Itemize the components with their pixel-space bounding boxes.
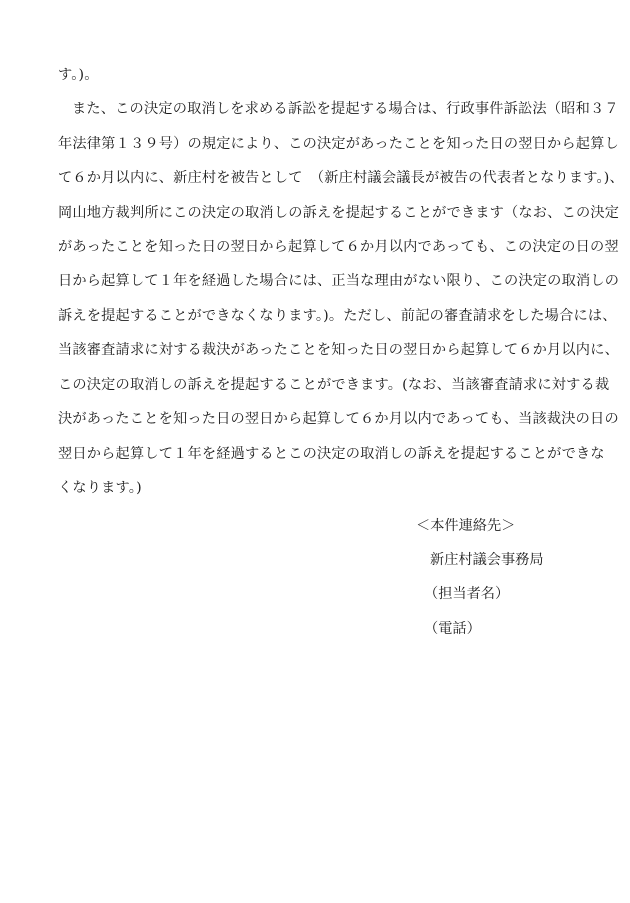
contact-phone: （電話）: [424, 621, 481, 637]
paragraph-line: 訴えを提起することができなくなります。)。ただし、前記の審査請求をした場合には、: [58, 308, 617, 324]
contact-office: 新庄村議会事務局: [430, 552, 544, 568]
paragraph-line: があったことを知った日の翌日から起算して６か月以内であっても、この決定の日の翌: [58, 239, 619, 255]
paragraph-line: す。)。: [58, 67, 99, 83]
paragraph-line: この決定の取消しの訴えを提起することができます。(なお、当該審査請求に対する裁: [58, 377, 610, 393]
contact-heading: ＜本件連絡先＞: [416, 518, 516, 534]
contact-person: （担当者名）: [424, 586, 510, 602]
paragraph-line: 岡山地方裁判所にこの決定の取消しの訴えを提起することができます（なお、この決定: [58, 205, 620, 221]
paragraph-line: 年法律第１３９号）の規定により、この決定があったことを知った日の翌日から起算し: [58, 136, 619, 152]
paragraph-line: 日から起算して１年を経過した場合には、正当な理由がない限り、この決定の取消しの: [58, 273, 620, 289]
paragraph-line: 決があったことを知った日の翌日から起算して６か月以内であっても、当該裁決の日の: [58, 411, 619, 427]
paragraph-line: て６か月以内に、新庄村を被告として （新庄村議会議長が被告の代表者となります。)、: [58, 170, 624, 186]
paragraph-line: 翌日から起算して１年を経過するとこの決定の取消しの訴えを提起することができな: [58, 446, 605, 462]
paragraph-line: 当該審査請求に対する裁決があったことを知った日の翌日から起算して６か月以内に、: [58, 342, 619, 358]
paragraph-line: くなります。): [58, 480, 142, 496]
paragraph-line: また、この決定の取消しを求める訴訟を提起する場合は、行政事件訴訟法（昭和３７: [72, 101, 619, 117]
